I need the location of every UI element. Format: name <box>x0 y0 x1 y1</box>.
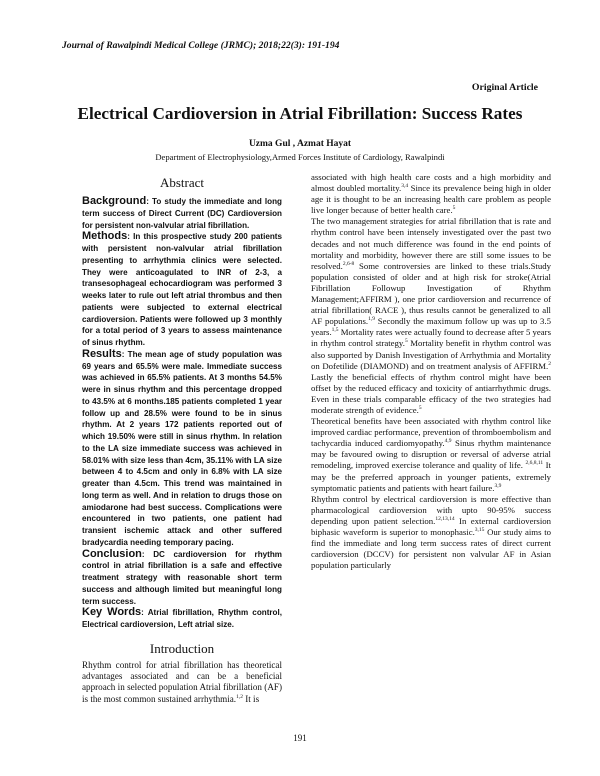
abstract-heading: Abstract <box>159 175 205 190</box>
body-text: Theoretical benefits have been associated with rhythm control like improved cardiac performance, prevention of thromboembolism and tachycardia induced cardiomyopathy. <box>311 416 551 449</box>
citation-ref: 3,9 <box>494 482 502 489</box>
abstract-separator: : <box>127 232 134 242</box>
body-text: Lastly the beneficial effects of rhythm control might have been offset by the reduced efficacy and toxicity of antiarrhythmic drugs. Even in these trials comparable efficacy of the two strategies had moderate strength of evidence. <box>311 371 551 415</box>
citation-ref: 3,4 <box>401 183 409 190</box>
left-column <box>82 175 282 705</box>
right-column <box>311 172 551 571</box>
abstract-section-label: Results <box>82 347 122 360</box>
body-text: The two management strategies for atrial fibrillation that is rate and rhythm control have been intensely investigated over the past two decades and not much difference was found in the end points of mortality and morbidity, however there are still some issues to be resolved. <box>311 216 551 271</box>
body-text: Some controversies are linked to these trials.Study population consisted of older and at high risk for stroke(Atrial Fibrillation Followup Investigation of Rhythm Management;AFFIRM ), one prior cardioversion and recurrence of atrial fibrillation( RACE ), thus results cannot be generalized to all AF populations. <box>311 260 551 327</box>
article-authors: Uzma Gul , Azmat Hayat <box>248 139 352 149</box>
abstract-results <box>82 349 282 549</box>
abstract-separator: : <box>141 549 154 559</box>
abstract-section-label: Conclusion <box>82 547 142 560</box>
abstract-section-text: DC cardioversion for rhythm control in atrial fibrillation is a safe and effective treatment strategy with reasonable short term success and although limited but meaningful long term success. <box>82 549 282 606</box>
abstract-methods <box>82 231 282 349</box>
citation-ref: 5 <box>452 205 456 212</box>
abstract-section-text: The mean age of study population was 69 years and 65.5% were male. Immediate success was achieved in 65.5% patients. At 3 months 54.5% were in sinus rhythm and this percentage dropped to 43.5% at 6 months.185 patients completed 1 year follow up and 28.5% were found to be in sinus rhythm. At 2 years 172 patients reported out of which 19.50% were still in sinus rhythm. In relation to the LA size immediate success was achieved in 58.01% with size less than 4cm, 35.11% with LA size between 4 to 4.5cm and only in 6.8% with LA size greater than 4.5cm. This trend was maintained in long term as well. And in relation to drugs those on amiodarone had best success. Complications were encountered in two patients, one patient had transient ischemic attack and other suffered bradycardia needing temporary pacing. <box>82 349 282 547</box>
body-text: Since its prevalence being high in older age it is thought to be an increasing health care problem as people live longer because of better health care. <box>311 183 551 216</box>
body-text: associated with high health care costs and a high morbidity and almost doubled mortality. <box>311 172 551 194</box>
citation-ref: 3,15 <box>474 527 485 534</box>
body-text: Secondly the maximum follow up was up to 3.5 years. <box>311 316 551 338</box>
body-paragraph <box>311 494 551 572</box>
page-number: 191 <box>293 733 307 743</box>
citation-ref: 12,13,14 <box>435 516 455 522</box>
abstract-section-text: To study the immediate and long term success of Direct Current (DC) Cardioversion for persistent non-valvular atrial fibrillation. <box>82 197 282 230</box>
body-text: Mortality benefit in rhythm control was also supported by Danish Investigation of Arrhythmia and Mortality on Dofetilide (DIAMOND) and on treatment analysis of AFFIRM. <box>311 338 551 371</box>
citation-ref: 1,2 <box>236 693 243 700</box>
abstract-separator: : <box>141 608 148 618</box>
introduction-paragraph <box>82 660 282 705</box>
abstract-section-label: Background <box>82 195 147 207</box>
abstract-conclusion <box>82 549 282 608</box>
abstract-keywords <box>82 607 282 631</box>
journal-citation: Journal of Rawalpindi Medical College (JRMC); 2018;22(3): 191-194 <box>62 40 340 51</box>
abstract-separator: : <box>146 197 152 206</box>
introduction-text: Rhythm control for atrial fibrillation has theoretical advantages associated and can be a beneficial approach in selected population Atrial fibrillation (AF) is the most common sustained arrhythmia. <box>82 659 282 704</box>
article-type-label: Original Article <box>471 82 538 93</box>
abstract-background <box>82 196 282 231</box>
article-title: Electrical Cardioversion in Atrial Fibrillation: Success Rates <box>77 104 523 123</box>
body-paragraph <box>311 216 551 416</box>
introduction-text-tail: It is <box>242 693 260 704</box>
citation-ref: 5 <box>418 405 422 412</box>
citation-ref: 1,9 <box>368 316 375 323</box>
body-text: Our study aims to find the immediate and long term success rates of direct current cardioversion (DCCV) for persistent non valvular AF in Asian population particularly <box>311 527 551 571</box>
citation-ref: 1,5 <box>331 327 339 334</box>
body-text: It may be the preferred approach in younger patients, extremely symptomatic patients and patients with heart failure. <box>311 460 551 493</box>
body-text: Mortality rates were actually found to decrease after 5 years in rhythm control strategy. <box>311 327 551 349</box>
body-text: Sinus rhythm maintenance may be favoured owing to disruption or reversal of adverse atrial remodeling, improved exercise tolerance and quality of life. <box>311 438 551 471</box>
citation-ref: 5 <box>404 338 408 345</box>
citation-ref: 2,6,8,11 <box>525 460 544 467</box>
abstract-separator: : <box>121 349 128 359</box>
abstract-section-text: In this prospective study 200 patients with persistent non-valvular atrial fibrillation presenting to arrhythmia clinics were selected. They were anticoagulated to INR of 2-3, a transesophageal echocardiogram was performed 3 weeks later to rule out left atrial thrombus and then patients were subjected to external electrical cardioversion. Patients were followed up 3 monthly for a total period of 3 years to assess maintenance of sinus rhythm. <box>82 232 282 347</box>
abstract-section-text: Atrial fibrillation, Rhythm control, Electrical cardioversion, Left atrial size. <box>82 608 282 629</box>
body-text: Rhythm control by electrical cardioversion is more effective than pharmacological cardioversion with upto 90-95% success depending upon patient selection. <box>311 493 551 526</box>
citation-ref: 2,6-8 <box>342 260 355 267</box>
abstract-section-label: Key Words <box>82 606 142 619</box>
introduction-heading: Introduction <box>149 640 215 656</box>
citation-ref: 2 <box>548 360 551 367</box>
abstract-section-label: Methods <box>82 230 128 243</box>
author-affiliation: Department of Electrophysiology,Armed Forces Institute of Cardiology, Rawalpindi <box>155 152 445 162</box>
citation-ref: 4,9 <box>444 438 452 445</box>
body-paragraph <box>311 416 551 494</box>
body-paragraph <box>311 172 551 216</box>
body-text: In external cardioversion biphasic waveform is superior to monophasic. <box>311 515 552 537</box>
